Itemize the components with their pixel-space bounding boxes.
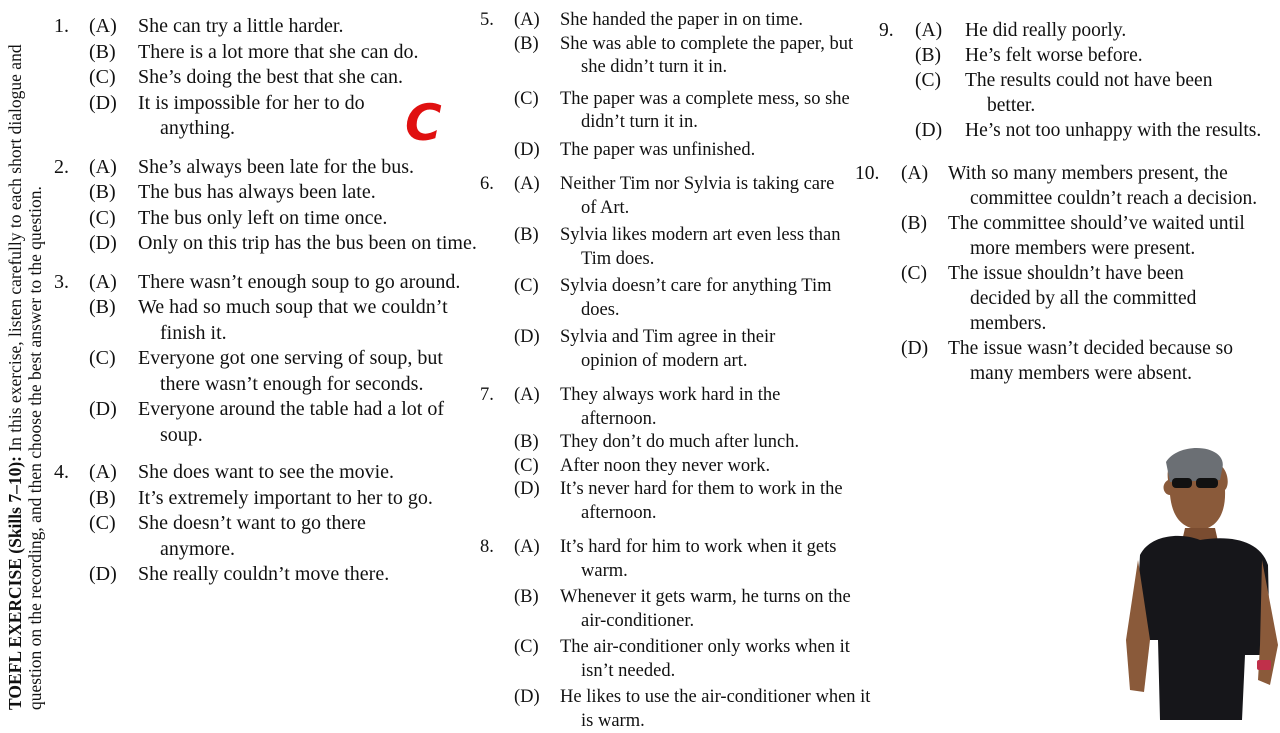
option-text: After noon they never work. [560, 455, 771, 476]
question-5 [480, 9, 875, 162]
option-letter: (B) [514, 33, 539, 54]
option-text: The issue shouldn’t have been decided by all the committed members. [948, 263, 1197, 334]
option-text: He’s not too unhappy with the results. [965, 120, 1262, 141]
option-text: The bus has always been late. [138, 181, 376, 203]
question-number: 2. [54, 155, 69, 178]
option-text: The committee should’ve waited until more members were present. [948, 213, 1245, 259]
option-letter: (B) [514, 432, 539, 452]
option-d[interactable] [89, 91, 399, 142]
option-text: Sylvia likes modern art even less than Tim does. [560, 225, 841, 269]
option-letter: (D) [89, 232, 117, 254]
option-text: Sylvia and Tim agree in their opinion of modern art. [560, 327, 776, 371]
question-7 [480, 384, 875, 525]
option-text: She doesn’t want to go there anymore. [138, 512, 366, 560]
option-d[interactable] [901, 336, 1266, 386]
option-c[interactable] [915, 68, 1265, 118]
option-text: The paper was unfinished. [560, 139, 756, 160]
question-10 [855, 161, 1275, 386]
option-text: She can try a little harder. [138, 15, 344, 37]
option-letter: (A) [514, 537, 540, 557]
option-d[interactable] [514, 478, 874, 525]
question-3 [54, 270, 474, 449]
option-text: Everyone around the table had a lot of soup. [138, 398, 444, 446]
option-text: It is impossible for her to do anything. [138, 91, 365, 139]
option-c[interactable] [514, 275, 844, 322]
option-a[interactable] [915, 18, 1275, 43]
option-text: She’s doing the best that she can. [138, 66, 403, 88]
option-letter: (C) [915, 70, 941, 91]
option-d[interactable] [89, 397, 479, 448]
question-number: 10. [855, 163, 880, 184]
option-text: The air-conditioner only works when it isn’t needed. [560, 637, 850, 681]
instruction-sidebar [2, 0, 48, 720]
option-b[interactable] [89, 40, 474, 66]
option-letter: (D) [514, 327, 540, 347]
question-number: 5. [480, 10, 494, 30]
option-b[interactable] [514, 33, 875, 80]
column-2 [480, 9, 875, 733]
option-text: It’s never hard for them to work in the afternoon. [560, 479, 843, 523]
option-text: She was able to complete the paper, but she didn’t turn it in. [560, 33, 854, 77]
option-letter: (A) [514, 385, 540, 405]
option-letter: (A) [89, 155, 117, 178]
question-number: 4. [54, 461, 69, 483]
option-text: We had so much soup that we couldn’t finish it. [138, 296, 448, 344]
option-letter: (B) [514, 225, 539, 245]
option-letter: (B) [89, 181, 116, 203]
option-c[interactable] [514, 636, 854, 683]
option-text: They always work hard in the afternoon. [560, 385, 781, 429]
option-letter: (C) [89, 66, 116, 88]
option-text: Neither Tim nor Sylvia is taking care of Art. [560, 174, 835, 218]
option-letter: (C) [901, 263, 927, 284]
option-d[interactable] [514, 139, 875, 163]
option-text: There wasn’t enough soup to go around. [138, 270, 461, 293]
option-letter: (C) [89, 347, 116, 369]
option-letter: (A) [514, 10, 540, 30]
option-d[interactable] [915, 118, 1265, 143]
option-letter: (D) [514, 687, 540, 707]
answer-mark: C [405, 94, 442, 152]
option-a[interactable] [89, 460, 474, 486]
option-a[interactable] [514, 9, 875, 33]
option-letter: (C) [514, 637, 539, 657]
option-letter: (B) [901, 213, 927, 234]
option-b[interactable] [89, 180, 474, 206]
option-letter: (C) [89, 512, 116, 534]
option-b[interactable] [89, 295, 449, 346]
option-letter: (A) [901, 163, 929, 184]
option-a[interactable] [901, 161, 1271, 211]
option-letter: (B) [89, 486, 116, 509]
option-letter: (D) [514, 139, 540, 160]
question-2 [54, 155, 477, 257]
option-text: The paper was a complete mess, so she didn’t turn it in. [560, 88, 850, 132]
option-letter: (C) [514, 455, 539, 476]
question-number: 3. [54, 270, 69, 293]
option-text: He likes to use the air-conditioner when it is warm. [560, 687, 871, 731]
option-text: It’s hard for him to work when it gets warm. [560, 537, 837, 581]
option-letter: (D) [89, 563, 117, 585]
option-text: She’s always been late for the bus. [138, 155, 415, 178]
option-a[interactable] [89, 14, 474, 40]
option-c[interactable] [89, 65, 474, 91]
option-letter: (A) [89, 270, 117, 293]
option-c[interactable] [89, 346, 474, 397]
option-a[interactable] [514, 536, 854, 583]
option-b[interactable] [89, 486, 474, 512]
question-8 [480, 536, 875, 733]
option-a[interactable] [89, 155, 474, 181]
option-text: There is a lot more that she can do. [138, 40, 419, 63]
question-9 [855, 18, 1275, 143]
option-text: The bus only left on time once. [138, 206, 388, 229]
column-3 [855, 18, 1275, 386]
option-letter: (D) [901, 338, 929, 359]
option-text: They don’t do much after lunch. [560, 432, 800, 452]
option-c[interactable] [89, 511, 429, 562]
option-letter: (A) [915, 20, 943, 41]
option-d[interactable] [89, 231, 484, 257]
exercise-heading: TOEFL EXERCISE (Skills 7–10): [5, 456, 25, 710]
question-6 [480, 173, 875, 373]
option-text: Whenever it gets warm, he turns on the air-conditioner. [560, 587, 851, 631]
option-a[interactable] [514, 173, 844, 220]
option-letter: (C) [89, 206, 116, 229]
option-letter: (C) [514, 276, 539, 296]
option-text: With so many members present, the committee couldn’t reach a decision. [948, 163, 1258, 209]
option-c[interactable] [514, 88, 875, 135]
option-text: She handed the paper in on time. [560, 10, 804, 30]
option-b[interactable] [915, 43, 1275, 68]
question-number: 8. [480, 537, 494, 557]
option-letter: (D) [915, 120, 943, 141]
option-d[interactable] [514, 686, 874, 733]
option-text: Sylvia doesn’t care for anything Tim does. [560, 276, 832, 320]
option-text: He did really poorly. [965, 20, 1127, 41]
option-a[interactable] [514, 384, 854, 431]
option-text: He’s felt worse before. [965, 45, 1143, 66]
option-a[interactable] [89, 270, 474, 296]
option-b[interactable] [514, 586, 874, 633]
option-letter: (A) [514, 174, 540, 194]
question-number: 7. [480, 385, 494, 405]
option-letter: (B) [89, 40, 116, 63]
option-text: She really couldn’t move there. [138, 563, 390, 585]
option-d[interactable] [89, 562, 474, 588]
option-b[interactable] [514, 224, 854, 271]
option-text: Only on this trip has the bus been on time. [138, 232, 477, 254]
exercise-instruction: In this exercise, listen carefully to each short dialogue and question on the recording, and then choose the best answer to the question. [5, 44, 45, 710]
option-b[interactable] [901, 211, 1276, 261]
option-c[interactable] [514, 455, 875, 479]
option-letter: (D) [89, 398, 117, 420]
option-letter: (B) [915, 45, 941, 66]
option-text: She does want to see the movie. [138, 461, 395, 483]
question-number: 9. [879, 20, 894, 41]
option-text: The issue wasn’t decided because so many members were absent. [948, 338, 1234, 384]
option-letter: (A) [89, 15, 117, 37]
option-text: Everyone got one serving of soup, but there wasn’t enough for seconds. [138, 347, 443, 395]
option-text: The results could not have been better. [965, 70, 1213, 116]
option-letter: (A) [89, 461, 117, 483]
option-b[interactable] [514, 431, 875, 455]
option-letter: (D) [514, 479, 540, 499]
option-text: It’s extremely important to her to go. [138, 486, 433, 509]
option-letter: (C) [514, 88, 539, 109]
question-4 [54, 460, 474, 588]
option-letter: (B) [89, 296, 116, 318]
option-letter: (B) [514, 587, 539, 607]
option-c[interactable] [89, 206, 474, 232]
question-number: 1. [54, 15, 69, 37]
option-letter: (D) [89, 91, 117, 114]
question-number: 6. [480, 174, 494, 194]
option-c[interactable] [901, 261, 1231, 336]
presenter-image [1120, 440, 1280, 720]
option-d[interactable] [514, 326, 824, 373]
